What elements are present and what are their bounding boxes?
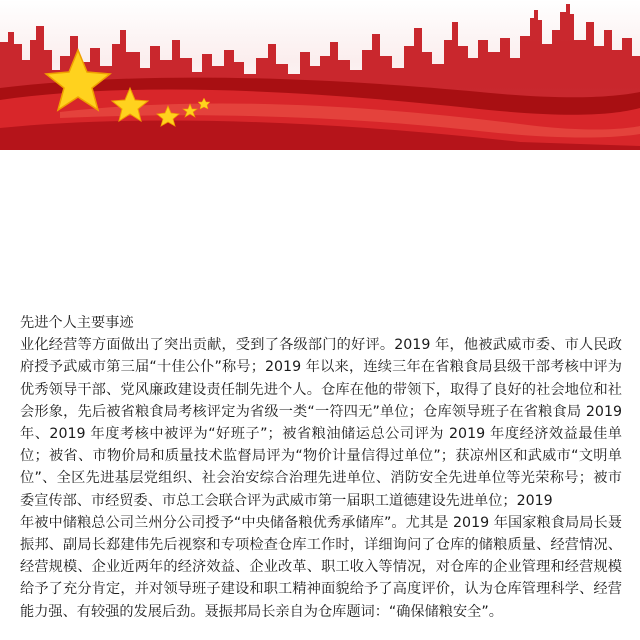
document-title: 先进个人主要事迹 (20, 315, 134, 331)
header-banner (0, 0, 640, 150)
paragraph-2: 年被中储粮总公司兰州分公司授予“中央储备粮优秀承储库”。尤其是 2019 年国家粮食局局长聂振邦、副局长郄建伟先后视察和专项检查仓库工作时，详细询问了仓库的储粮质量、经营情况、经营规模、企业近两年的经济效益、企业改革、职工收入等情况，对仓库的企业管理和经营规模给予了充分肯定，并对领导班子建设和职工精神面貌给予了高度评价，认为仓库管理科学、经营能力强、有较强的发展后劲。聂振邦局长亲自为仓库题词：“确保储粮安全”。 (20, 514, 622, 620)
document-body (20, 312, 622, 623)
banner-graphic (0, 0, 640, 150)
paragraph-1: 业化经营等方面做出了突出贡献，受到了各级部门的好评。2019 年，他被武威市委、市人民政府授予武威市第三届“十佳公仆”称号；2019 年以来，连续三年在省粮食局县级干部考核中评为优秀领导干部、党风廉政建设责任制先进个人。仓库在他的带领下，取得了良好的社会地位和社会形象，先后被省粮食局考核评定为省级一类“一符四无”单位；仓库领导班子在省粮食局 2019 年、2019 年度考核中被评为“好班子”；被省粮油储运总公司评为 2019 年度经济效益最佳单位；被省、市物价局和质量技术监督局评为“物价计量信得过单位”；获凉州区和武威市“文明单位”、全区先进基层党组织、社会治安综合治理先进单位、消防安全先进单位等光荣称号；被市委宣传部、市经贸委、市总工会联合评为武威市第一届职工道德建设先进单位；2019 (20, 337, 622, 509)
